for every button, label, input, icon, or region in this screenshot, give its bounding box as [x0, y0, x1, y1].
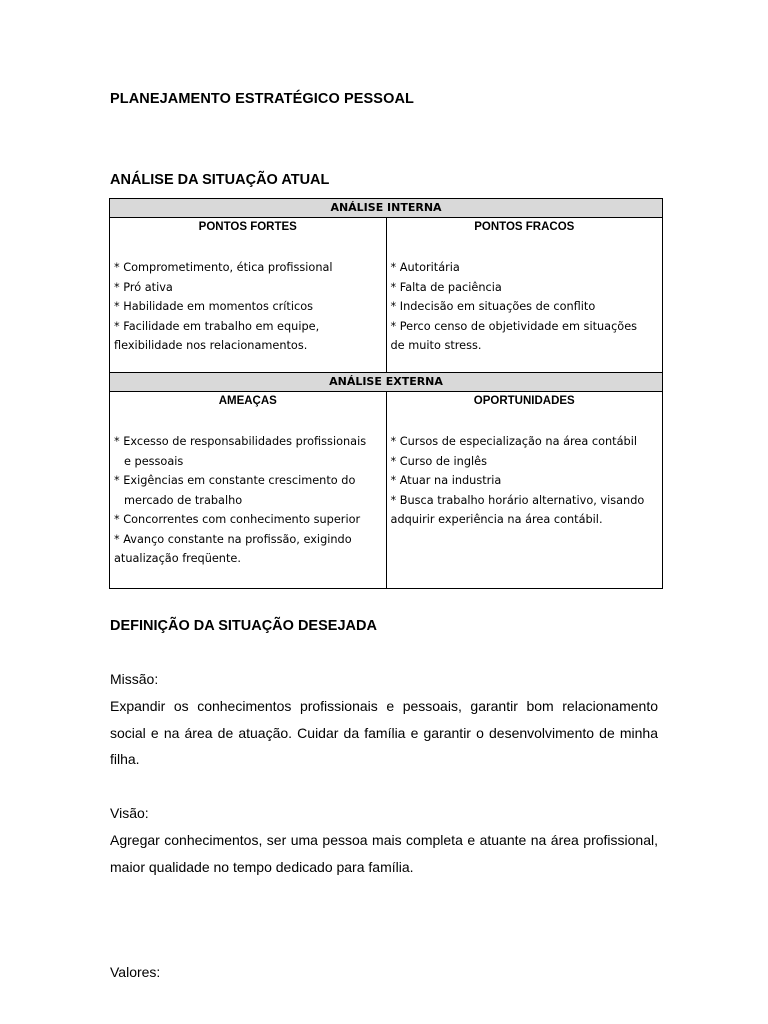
list-item: * Busca trabalho horário alternativo, visando: [390, 493, 645, 507]
list-item: * Facilidade em trabalho em equipe,: [114, 319, 320, 333]
list-item: * Falta de paciência: [390, 280, 502, 294]
mission-label: Missão:: [110, 671, 159, 687]
strengths-title: PONTOS FORTES: [198, 221, 297, 233]
strengths-list: [110, 236, 386, 356]
opportunities-cell: [386, 392, 662, 589]
opportunities-list: [387, 410, 662, 530]
list-item: mercado de trabalho: [124, 493, 243, 507]
list-item: * Habilidade em momentos críticos: [114, 300, 314, 313]
list-item: * Excesso de responsabilidades profissionais: [114, 435, 367, 448]
threats-list: [110, 410, 386, 569]
list-item: * Pró ativa: [114, 280, 173, 294]
list-item: * Atuar na industria: [390, 474, 502, 487]
list-item: * Avanço constante na profissão, exigindo: [114, 532, 352, 546]
section-heading-analise: ANÁLISE DA SITUAÇÃO ATUAL: [110, 172, 330, 188]
section-heading-definicao: DEFINIÇÃO DA SITUAÇÃO DESEJADA: [110, 618, 377, 634]
list-item: flexibilidade nos relacionamentos.: [114, 339, 308, 352]
list-item: * Autoritária: [390, 261, 460, 274]
list-item: adquirir experiência na área contábil.: [390, 513, 603, 526]
threats-cell: [110, 392, 387, 589]
vision-label: Visão:: [110, 805, 149, 821]
vision-text: Agregar conhecimentos, ser uma pessoa mais completa e atuante na área profissional, maior qualidade no tempo dedicado para família.: [110, 832, 658, 875]
mission-text: Expandir os conhecimentos profissionais e pessoais, garantir bom relacionamento social e na área de atuação. Cuidar da família e garantir o desenvolvimento de minha filha.: [110, 698, 658, 767]
list-item: * Exigências em constante crescimento do: [114, 474, 356, 487]
page-title: PLANEJAMENTO ESTRATÉGICO PESSOAL: [110, 91, 414, 107]
weaknesses-cell: [386, 218, 662, 373]
strengths-cell: [110, 218, 387, 373]
list-item: * Concorrentes com conhecimento superior: [114, 513, 361, 526]
weaknesses-title: PONTOS FRACOS: [474, 221, 575, 233]
list-item: * Curso de inglês: [390, 454, 487, 468]
threats-title: AMEAÇAS: [218, 395, 277, 407]
list-item: * Indecisão em situações de conflito: [390, 300, 596, 313]
internal-analysis-header: ANÁLISE INTERNA: [110, 199, 663, 218]
list-item: e pessoais: [124, 454, 184, 468]
swot-table: [109, 198, 663, 589]
external-analysis-header: ANÁLISE EXTERNA: [110, 373, 663, 392]
values-label: Valores:: [110, 964, 161, 980]
list-item: * Cursos de especialização na área contábil: [390, 435, 637, 448]
weaknesses-list: [387, 236, 662, 356]
opportunities-title: OPORTUNIDADES: [473, 395, 575, 407]
list-item: atualização freqüente.: [114, 552, 241, 565]
list-item: de muito stress.: [390, 339, 482, 352]
list-item: * Comprometimento, ética profissional: [114, 261, 333, 274]
list-item: * Perco censo de objetividade em situações: [390, 319, 638, 333]
